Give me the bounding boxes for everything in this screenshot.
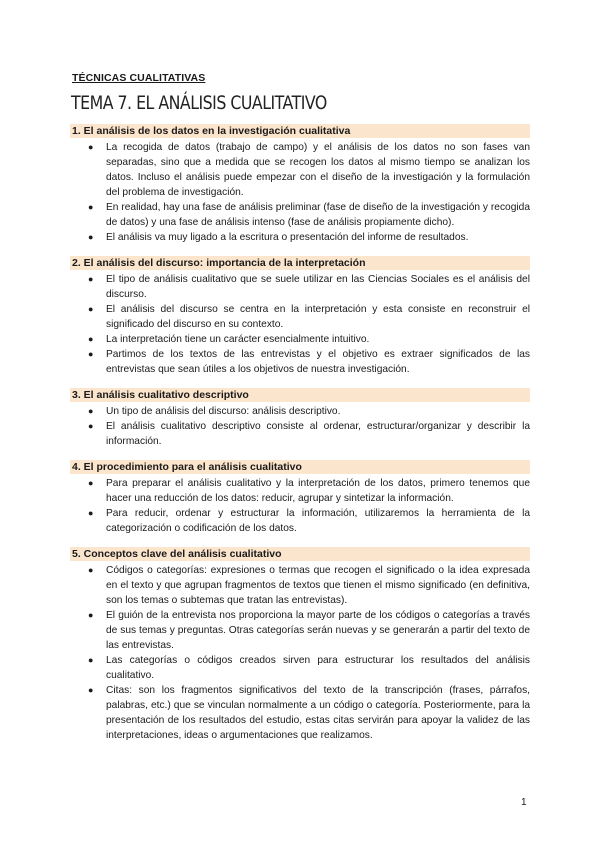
bullet-icon: ● (88, 334, 94, 344)
bullet-icon: ● (88, 421, 94, 431)
list-item: ● La recogida de datos (trabajo de campo) y el análisis de los datos no son fases van separadas, sino que a medida que se recogen los datos al mismo tiempo se analizan los datos. Incluso el análisis puede empezar con el diseño de la investigación y la formulación del problema de investigación. (88, 142, 530, 198)
bullet-icon: ● (88, 478, 94, 488)
bullet-list (70, 476, 530, 536)
bullet-icon: ● (88, 274, 94, 284)
bullet-list (70, 272, 530, 377)
bullet-icon: ● (88, 685, 94, 695)
list-item: ● Para reducir, ordenar y estructurar la información, utilizaremos la herramienta de la categorización o codificación de los datos. (88, 508, 530, 534)
section-3 (70, 388, 530, 449)
document-header: TÉCNICAS CUALITATIVAS (72, 72, 206, 84)
list-item: ● El análisis cualitativo descriptivo consiste al ordenar, estructurar/organizar y describir la información. (88, 421, 530, 447)
list-item: ● Para preparar el análisis cualitativo y la interpretación de los datos, primero tenemos que hacer una reducción de los datos: reducir, agrupar y sintetizar la información. (88, 478, 530, 504)
bullet-icon: ● (88, 610, 94, 620)
bullet-icon: ● (88, 202, 94, 212)
list-item: ● La interpretación tiene un carácter esencialmente intuitivo. (88, 334, 370, 345)
section-heading: 5. Conceptos clave del análisis cualitativo (70, 547, 530, 561)
page-title: TEMA 7. EL ANÁLISIS CUALITATIVO (71, 92, 327, 114)
list-item: ● En realidad, hay una fase de análisis preliminar (fase de diseño de la investigación y recogida de datos) y una fase de análisis intenso (fase de análisis propiamente dicho). (88, 202, 530, 228)
bullet-icon: ● (88, 232, 94, 242)
list-item: ● El guión de la entrevista nos proporciona la mayor parte de los códigos o categorías a través de sus temas y preguntas. Otras categorías serán nuevas y se generarán a partir del texto de las entrevistas. (88, 610, 530, 651)
bullet-list (70, 563, 530, 743)
bullet-icon: ● (88, 565, 94, 575)
bullet-icon: ● (88, 508, 94, 518)
bullet-list (70, 140, 530, 245)
section-4 (70, 460, 530, 536)
list-item: ● Un tipo de análisis del discurso: análisis descriptivo. (88, 406, 341, 417)
list-item: ● Las categorías o códigos creados sirven para estructurar los resultados del análisis cualitativo. (88, 655, 530, 681)
bullet-icon: ● (88, 349, 94, 359)
bullet-icon: ● (88, 406, 94, 416)
section-2 (70, 256, 530, 377)
section-1 (70, 124, 530, 245)
document-body (70, 124, 530, 754)
list-item: ● El análisis va muy ligado a la escritura o presentación del informe de resultados. (88, 232, 469, 243)
section-heading: 2. El análisis del discurso: importancia de la interpretación (70, 256, 530, 270)
bullet-list (70, 404, 530, 449)
section-heading: 3. El análisis cualitativo descriptivo (70, 388, 530, 402)
list-item: ● El análisis del discurso se centra en la interpretación y esta consiste en reconstruir el significado del discurso en su contexto. (88, 304, 530, 330)
list-item: ● Códigos o categorías: expresiones o termas que recogen el significado o la idea expresada en el texto y que agrupan fragmentos de textos que tienen el mismo significado (en definitiva, son los temas o subtemas que tratan las entrevistas). (88, 565, 530, 606)
list-item: ● Citas: son los fragmentos significativos del texto de la transcripción (frases, párrafos, palabras, etc.) que se vinculan normalmente a un código o categoría. Posteriormente, para la presentación de los resultados del estudio, estas citas servirán para apoyar la validez de las interpretaciones, ideas o argumentaciones que realizamos. (88, 685, 530, 741)
page-number: 1 (521, 797, 527, 808)
bullet-icon: ● (88, 655, 94, 665)
section-heading: 1. El análisis de los datos en la investigación cualitativa (70, 124, 530, 138)
list-item: ● Partimos de los textos de las entrevistas y el objetivo es extraer significados de las entrevistas que sean útiles a los objetivos de nuestra investigación. (88, 349, 530, 375)
section-heading: 4. El procedimiento para el análisis cualitativo (70, 460, 530, 474)
section-5 (70, 547, 530, 743)
bullet-icon: ● (88, 304, 94, 314)
list-item: ● El tipo de análisis cualitativo que se suele utilizar en las Ciencias Sociales es el análisis del discurso. (88, 274, 530, 300)
bullet-icon: ● (88, 142, 94, 152)
